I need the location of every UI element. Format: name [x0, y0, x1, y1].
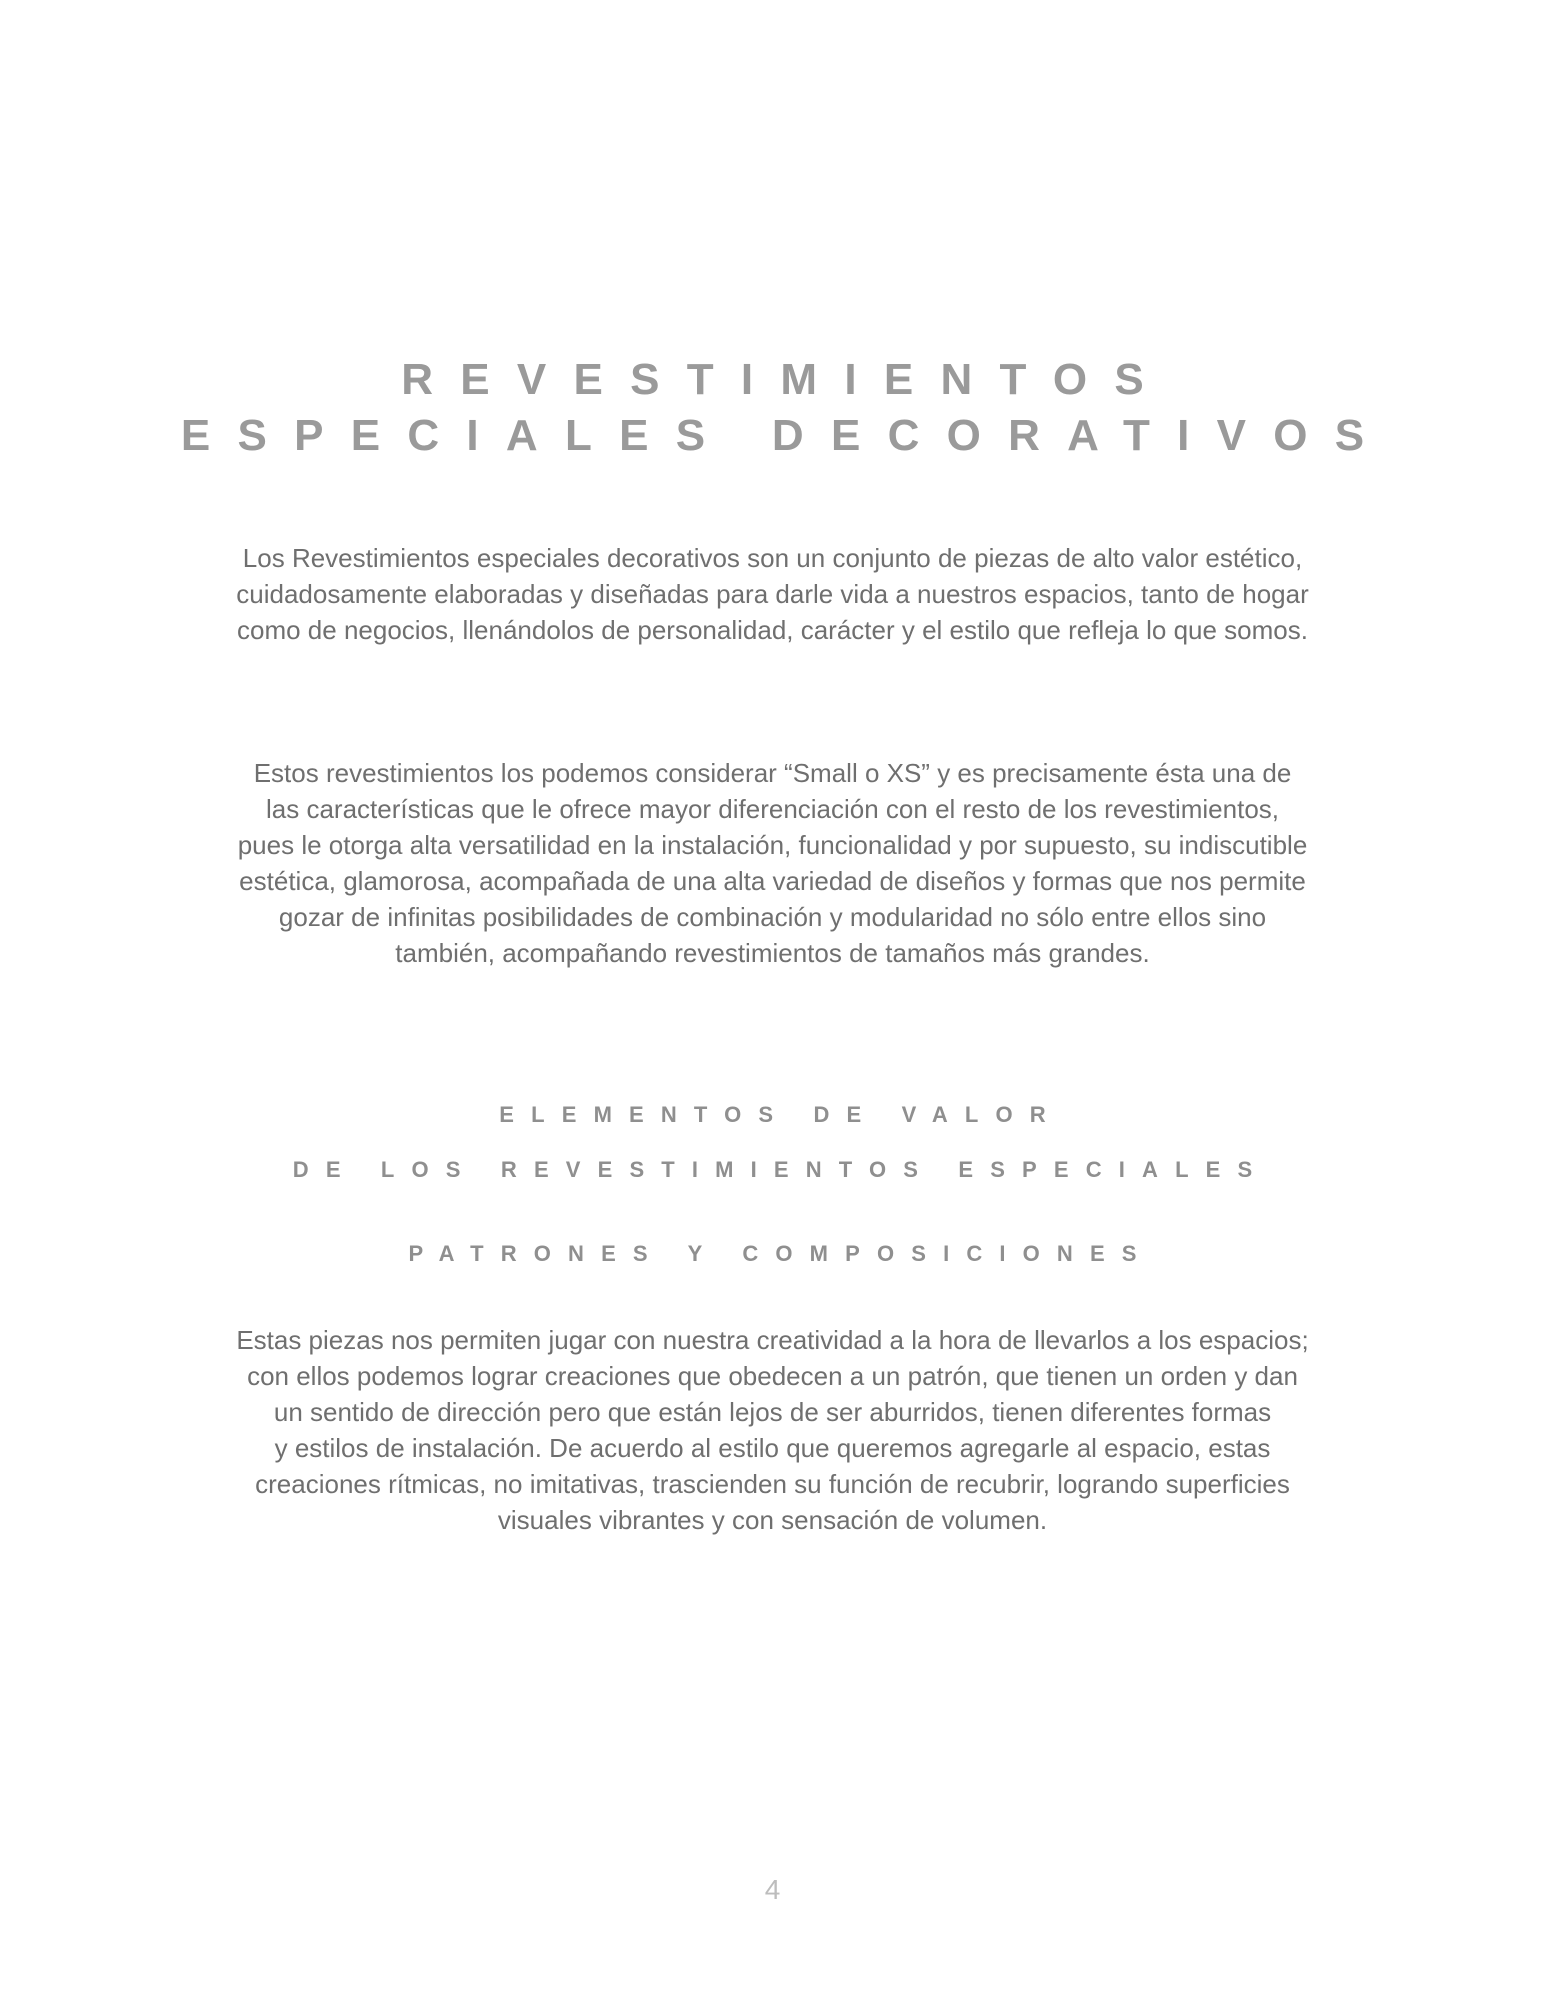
paragraph-line: las características que le ofrece mayor diferenciación con el resto de los revestimientos, — [265, 794, 1280, 824]
page-number: 4 — [764, 1874, 781, 1905]
intro-paragraph — [200, 540, 1345, 648]
paragraph-line: estética, glamorosa, acompañada de una alta variedad de diseños y formas que nos permite — [239, 866, 1306, 896]
paragraph-line: Estos revestimientos los podemos considerar “Small o XS” y es precisamente ésta una de — [253, 758, 1292, 788]
paragraph-line: Estas piezas nos permiten jugar con nuestra creatividad a la hora de llevarlos a los espacios; — [236, 1325, 1309, 1355]
paragraph-line: también, acompañando revestimientos de tamaños más grandes. — [395, 938, 1150, 968]
page-title-line-2: ESPECIALES DECORATIVOS — [180, 411, 1392, 460]
paragraph-line: como de negocios, llenándolos de personalidad, carácter y el estilo que refleja lo que somos. — [237, 615, 1308, 645]
paragraph-line: con ellos podemos lograr creaciones que obedecen a un patrón, que tienen un orden y dan — [247, 1361, 1298, 1391]
page-title-line-1: REVESTIMIENTOS — [401, 355, 1172, 404]
paragraph-line: creaciones rítmicas, no imitativas, trascienden su función de recubrir, logrando superficies — [255, 1469, 1290, 1499]
section-subheading: PATRONES Y COMPOSICIONES — [408, 1241, 1154, 1266]
paragraph-line: pues le otorga alta versatilidad en la instalación, funcionalidad y por supuesto, su indiscutible — [237, 830, 1308, 860]
paragraph-line: un sentido de dirección pero que están lejos de ser aburridos, tienen diferentes formas — [273, 1397, 1272, 1427]
paragraph-line: y estilos de instalación. De acuerdo al estilo que queremos agregarle al espacio, estas — [274, 1433, 1271, 1463]
paragraph-line: gozar de infinitas posibilidades de combinación y modularidad no sólo entre ellos sino — [278, 902, 1267, 932]
paragraph-line: visuales vibrantes y con sensación de volumen. — [497, 1505, 1048, 1535]
section-heading-line-1: ELEMENTOS DE VALOR — [499, 1102, 1063, 1127]
paragraph-line: Los Revestimientos especiales decorativos son un conjunto de piezas de alto valor estético, — [242, 543, 1303, 573]
section-heading-line-2: DE LOS REVESTIMIENTOS ESPECIALES — [292, 1157, 1270, 1182]
paragraph-line: cuidadosamente elaboradas y diseñadas para darle vida a nuestros espacios, tanto de hogar — [236, 579, 1309, 609]
third-paragraph — [200, 1322, 1345, 1538]
second-paragraph — [200, 755, 1345, 971]
